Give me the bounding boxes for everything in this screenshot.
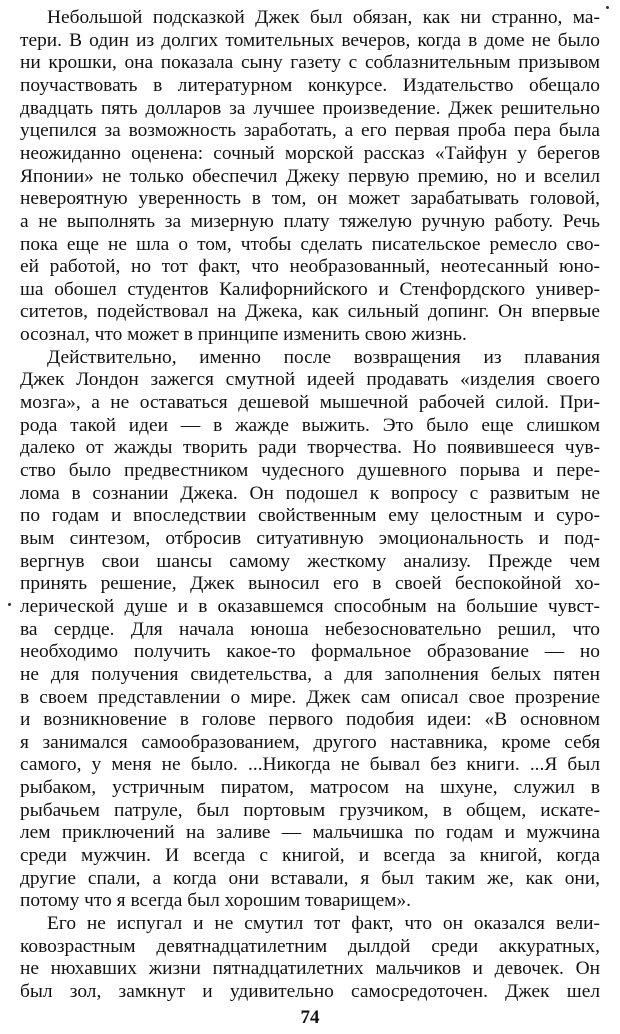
text-line: Джек Лондон зажегся смутной идеей продавать «изделия своего bbox=[20, 369, 600, 391]
text-line: пока еще не шла о том, чтобы сделать писательское ремесло сво- bbox=[20, 233, 600, 255]
text-line: вергнув свои шансы самому жесткому анализу. Прежде чем bbox=[20, 550, 600, 572]
text-line: необходимо получить какое-то формальное образование — но bbox=[20, 641, 600, 663]
scan-speck bbox=[8, 603, 11, 606]
text-line: мозга», а не оставаться дешевой мышечной рабочей силой. При- bbox=[20, 392, 600, 414]
text-line: ковозрастным девятнадцатилетним дылдой среди аккуратных, bbox=[20, 935, 600, 957]
text-line: уцепился за возможность заработать, а его первая проба пера была bbox=[20, 120, 600, 142]
text-line: далеко от жажды творить ради творчества. Но появившееся чув- bbox=[20, 437, 600, 459]
text-line: ни крошки, она показала сыну газету с соблазнительным призывом bbox=[20, 52, 600, 74]
text-line: потому что я всегда был хорошим товарищем». bbox=[20, 890, 411, 912]
text-line: лома в сознании Джека. Он подошел к вопросу с развитым не bbox=[20, 482, 600, 504]
text-line: по годам и впоследствии свойственным ему целостным и суро- bbox=[20, 505, 600, 527]
text-line: ша обошел студентов Калифорнийского и Стенфордского универ- bbox=[20, 278, 600, 300]
text-line: поучаствовать в литературном конкурсе. Издательство обещало bbox=[20, 74, 600, 96]
text-line: а не выполнять за мизерную плату тяжелую ручную работу. Речь bbox=[20, 210, 600, 232]
text-line: среди мужчин. И всегда с книгой, и всегда за книгой, когда bbox=[20, 845, 600, 867]
text-line: ва сердце. Для начала юноша небезосновательно решил, что bbox=[20, 618, 600, 640]
text-line: осознал, что может в принципе изменить свою жизнь. bbox=[20, 324, 467, 346]
text-line: был зол, замкнут и удивительно самосредоточен. Джек шел bbox=[20, 980, 600, 1002]
text-line: не нюхавших жизни пятнадцатилетних мальчиков и девочек. Он bbox=[20, 958, 600, 980]
text-line: ей работой, но тот факт, что необразованный, неотесанный юно- bbox=[20, 256, 600, 278]
text-line: и возникновение в голове первого подобия идеи: «В основном bbox=[20, 709, 600, 731]
text-line: Действительно, именно после возвращения из плавания bbox=[47, 346, 600, 368]
text-line: Небольшой подсказкой Джек был обязан, как ни странно, ма- bbox=[47, 7, 600, 28]
page-number: 74 bbox=[300, 1007, 320, 1028]
scan-speck bbox=[606, 6, 609, 9]
text-line: ство было предвестником чудесного душевного порыва и пере- bbox=[20, 460, 600, 481]
text-line: ситетов, подействовал на Джека, как сильный допинг. Он впервые bbox=[20, 301, 600, 323]
text-line: лем приключений на заливе — мальчишка по годам и мужчина bbox=[20, 822, 600, 844]
text-line: вым синтезом, отбросив ситуативную эмоциональность и под- bbox=[20, 527, 600, 549]
text-line: невероятную уверенность в том, он может зарабатывать головой, bbox=[20, 188, 600, 210]
text-line: лерической душе и в оказавшемся способным на большие чувст- bbox=[20, 595, 600, 617]
text-line: рыбачьем патруле, был портовым грузчиком, в общем, искате- bbox=[20, 799, 600, 821]
text-line: в своем представлении о мире. Джек сам описал свое прозрение bbox=[20, 686, 600, 708]
text-line: двадцать пять долларов за лучшее произведение. Джек решительно bbox=[20, 97, 600, 119]
text-line: рыбаком, устричным пиратом, матросом на шхуне, служил в bbox=[20, 777, 600, 799]
text-line: самого, у меня не было. ...Никогда не бывал без книги. ...Я был bbox=[20, 754, 600, 776]
text-line: принять решение, Джек выносил его в своей беспокойной хо- bbox=[20, 573, 600, 595]
text-line: тери. В один из долгих томительных вечеров, когда в доме не было bbox=[20, 29, 600, 51]
text-line: не для получения свидетельства, а для заполнения белых пятен bbox=[20, 663, 600, 685]
text-line: Японии» не только обеспечил Джеку первую премию, но и вселил bbox=[20, 165, 600, 187]
text-line: Его не испугал и не смутил тот факт, что он оказался вели- bbox=[47, 913, 600, 934]
text-line: другие спали, а когда они вставали, я был таким же, как они, bbox=[20, 867, 600, 889]
text-line: рода такой идеи — в жажде выжить. Это было еще слишком bbox=[20, 414, 600, 436]
text-line: я занимался самообразованием, другого наставника, кроме себя bbox=[20, 731, 600, 753]
text-line: неожиданно оценена: сочный морской рассказ «Тайфун у берегов bbox=[20, 142, 600, 164]
